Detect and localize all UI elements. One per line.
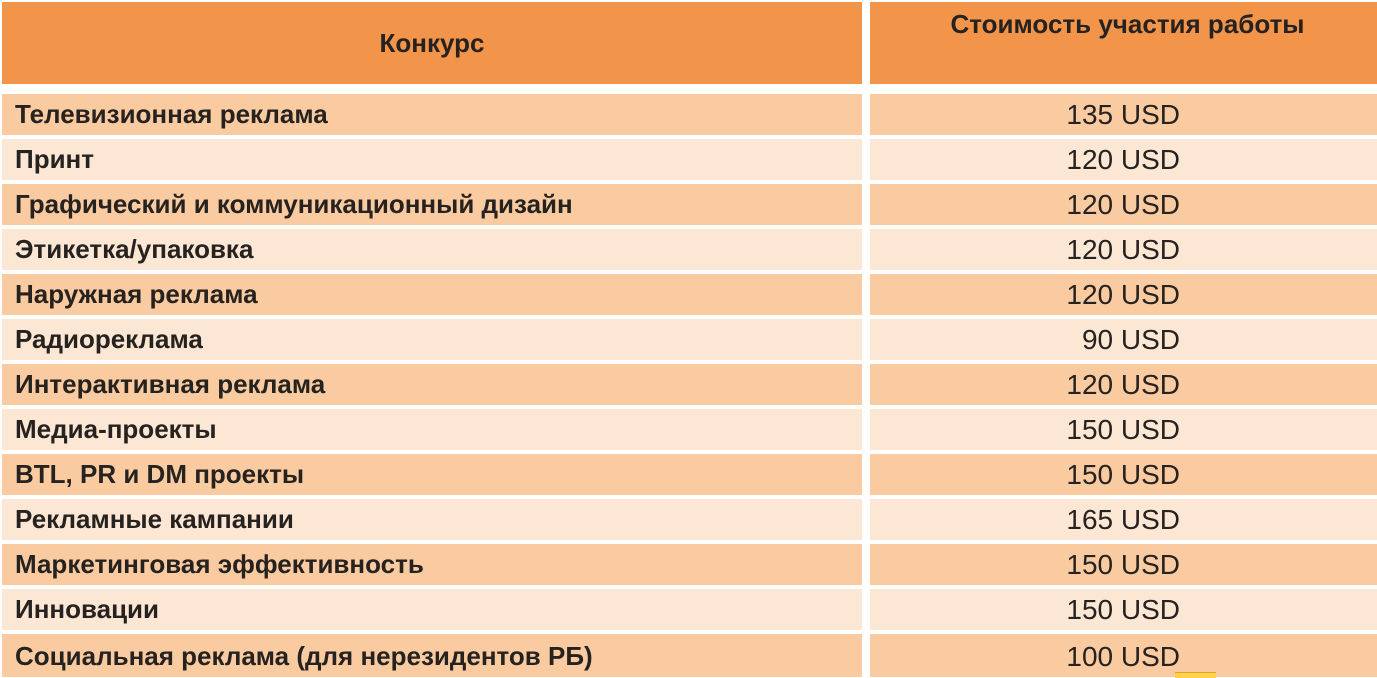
contest-cell: Рекламные кампании [2,499,862,540]
table-row [2,634,1377,677]
price-cell: 150 USD [870,589,1377,630]
header-price: Стоимость участия работы [870,2,1377,84]
price-cell: 150 USD [870,454,1377,495]
contest-cell: Интерактивная реклама [2,364,862,405]
price-cell: 135 USD [870,94,1377,135]
price-cell: 120 USD [870,139,1377,180]
price-cell: 150 USD [870,409,1377,450]
contest-cell: Наружная реклама [2,274,862,315]
table-row [2,589,1377,630]
price-cell: 100 USD [870,634,1377,677]
table-row [2,229,1377,270]
contest-cell: Маркетинговая эффективность [2,544,862,585]
table-row [2,184,1377,225]
price-cell: 165 USD [870,499,1377,540]
price-cell: 120 USD [870,184,1377,225]
bottom-yellow-artifact [1175,672,1216,678]
contest-cell: Радиореклама [2,319,862,360]
table-row [2,274,1377,315]
price-cell: 150 USD [870,544,1377,585]
table-row [2,139,1377,180]
price-cell: 120 USD [870,229,1377,270]
header-contest: Конкурс [2,2,862,84]
table-header-row [2,2,1377,84]
table-row [2,454,1377,495]
table-row [2,364,1377,405]
contest-cell: Этикетка/упаковка [2,229,862,270]
contest-cell: Социальная реклама (для нерезидентов РБ) [2,634,862,677]
table-row [2,499,1377,540]
table-row [2,319,1377,360]
price-cell: 120 USD [870,364,1377,405]
contest-cell: Принт [2,139,862,180]
contest-cell: Медиа-проекты [2,409,862,450]
contest-cell: Графический и коммуникационный дизайн [2,184,862,225]
contest-cell: Телевизионная реклама [2,94,862,135]
contest-cell: Инновации [2,589,862,630]
contest-cell: BTL, PR и DM проекты [2,454,862,495]
price-cell: 90 USD [870,319,1377,360]
table-row [2,94,1377,135]
table-row [2,544,1377,585]
price-cell: 120 USD [870,274,1377,315]
table-row [2,409,1377,450]
